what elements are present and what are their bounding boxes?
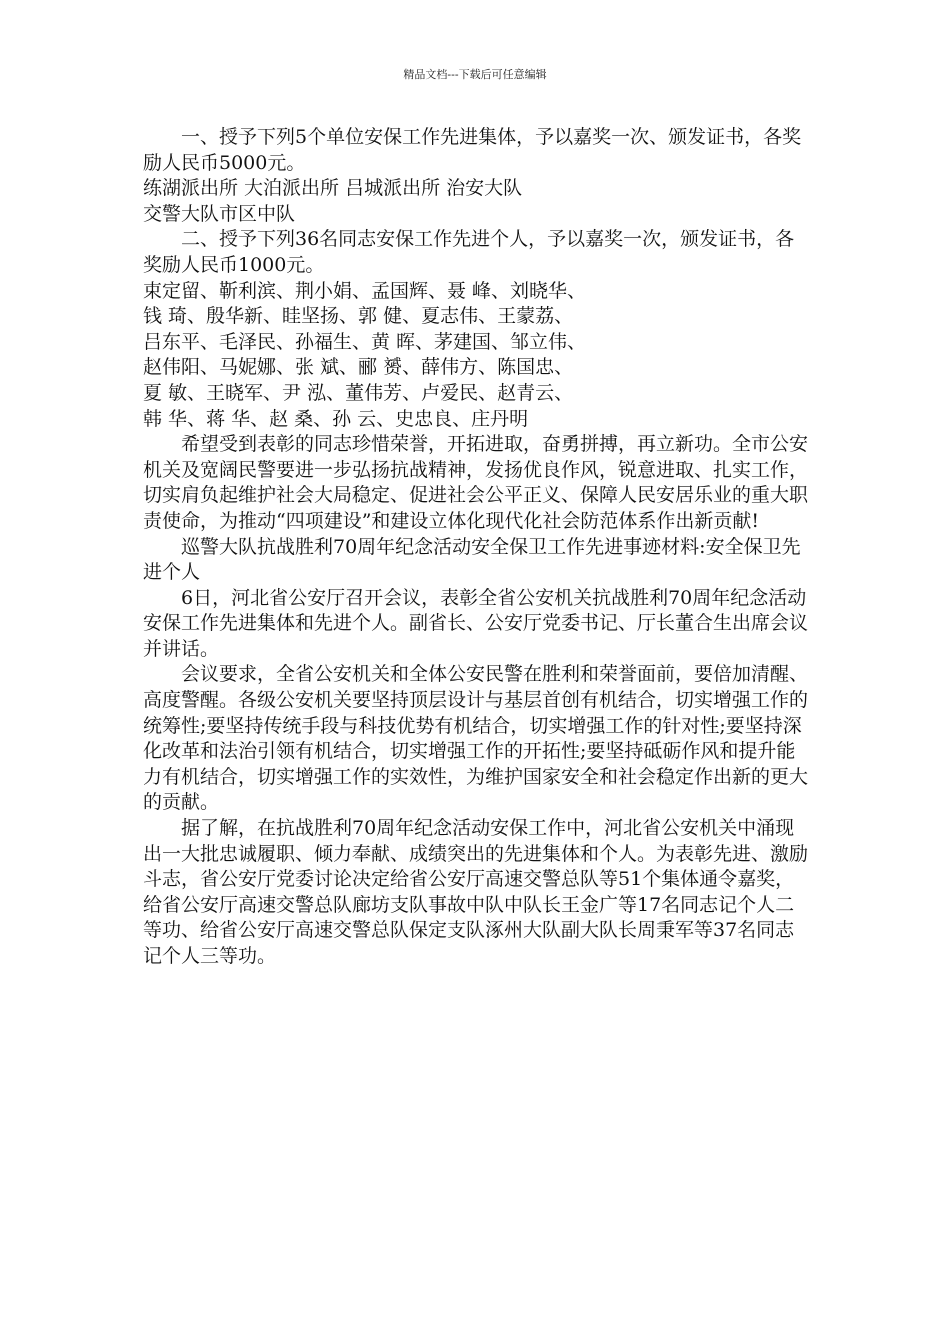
names-line: 束定留、靳利滨、荆小娟、孟国辉、聂 峰、刘晓华、 — [143, 279, 587, 302]
section2-intro: 二、授予下列36名同志安保工作先进个人，予以嘉奖一次，颁发证书，各奖励人民币1000元。 — [143, 228, 795, 276]
document-body — [143, 125, 811, 970]
hope-paragraph: 希望受到表彰的同志珍惜荣誉，开拓进取，奋勇拼搏，再立新功。全市公安机关及宽阔民警要进一步弘扬抗战精神，发扬优良作风，锐意进取、扎实工作，切实肩负起维护社会大局稳定、促进社会公平正义、保障人民安居乐业的重大职责使命，为推动“四项建设”和建设立体化现代化社会防范体系作出新贡献! — [143, 433, 809, 532]
page-header: 精品文档---下载后可任意编辑 — [403, 68, 547, 81]
requirement-paragraph: 会议要求，全省公安机关和全体公安民警在胜利和荣誉面前，要倍加清醒、高度警醒。各级公安机关要坚持顶层设计与基层首创有机结合，切实增强工作的统筹性;要坚持传统手段与科技优势有机结合，切实增强工作的针对性;要坚持深化改革和法治引领有机结合，切实增强工作的开拓性;要坚持砥砺作风和提升能力有机结合，切实增强工作的实效性，为维护国家安全和社会稳定作出新的更大的贡献。 — [143, 663, 809, 814]
names-line: 赵伟阳、马妮娜、张 斌、郦 赟、薛伟方、陈国忠、 — [143, 356, 574, 379]
names-line: 吕东平、毛泽民、孙福生、黄 晖、茅建国、邹立伟、 — [143, 330, 587, 353]
names-line: 钱 琦、殷华新、眭坚扬、郭 健、夏志伟、王蒙荔、 — [143, 305, 574, 328]
section1-intro: 一、授予下列5个单位安保工作先进集体，予以嘉奖一次、颁发证书，各奖励人民币5000元。 — [143, 126, 802, 174]
names-line: 韩 华、蒋 华、赵 桑、孙 云、史忠良、庄丹明 — [143, 407, 529, 430]
report-paragraph: 据了解，在抗战胜利70周年纪念活动安保工作中，河北省公安机关中涌现出一大批忠诚履职、倾力奉献、成绩突出的先进集体和个人。为表彰先进、激励斗志，省公安厅党委讨论决定给省公安厅高速交警总队等51个集体通令嘉奖，给省公安厅高速交警总队廊坊支队事故中队中队长王金广等17名同志记个人二等功、给省公安厅高速交警总队保定支队涿州大队副大队长周秉军等37名同志记个人三等功。 — [143, 817, 809, 967]
subtitle: 巡警大队抗战胜利70周年纪念活动安全保卫工作先进事迹材料:安全保卫先进个人 — [143, 535, 801, 584]
names-line: 夏 敏、王晓军、尹 泓、董伟芳、卢爱民、赵青云、 — [143, 381, 574, 404]
section1-units-line: 交警大队市区中队 — [143, 202, 296, 225]
section1-units-line: 练湖派出所 大泊派出所 吕城派出所 治安大队 — [143, 177, 523, 200]
meeting-paragraph: 6日，河北省公安厅召开会议，表彰全省公安机关抗战胜利70周年纪念活动安保工作先进集体和先进个人。副省长、公安厅党委书记、厅长董合生出席会议并讲话。 — [143, 586, 809, 660]
